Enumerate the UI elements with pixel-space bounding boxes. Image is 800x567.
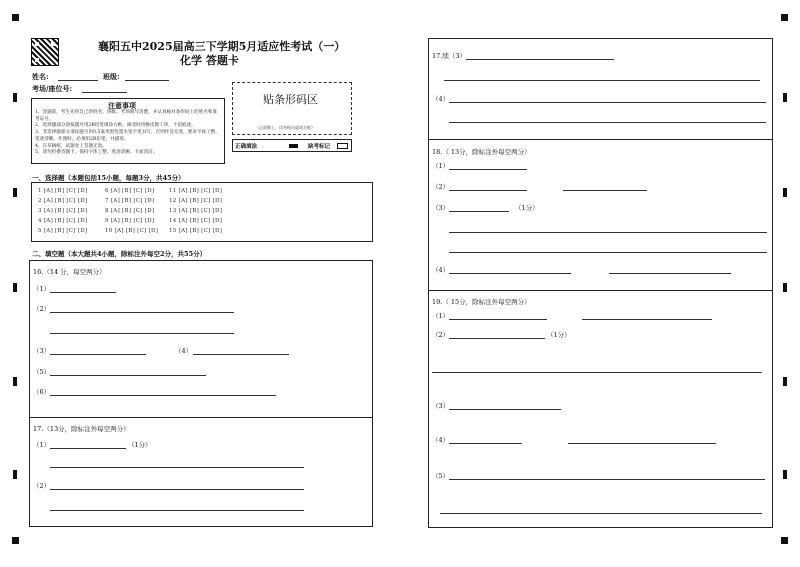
notice-item: 2、选择题部分请按题号用2B铅笔填涂方框，修改时用橡皮擦干净，不留痕迹。 [35, 123, 196, 129]
choice-row[interactable]: 8 [A] [B] [C] [D] [105, 208, 155, 214]
section2-title: 二、填空题（本大题共4小题，除标注外每空2分，共55分） [32, 250, 207, 258]
class-field[interactable] [125, 80, 169, 81]
q16-part-label: （5） [33, 368, 51, 376]
choice-row[interactable]: 7 [A] [B] [C] [D] [105, 198, 155, 204]
q18-point-note: （1分） [515, 204, 539, 212]
answer-line[interactable] [449, 190, 527, 191]
section1-title: 一、选择题（本题包括15小题，每题3分，共45分） [32, 174, 185, 182]
section-divider [428, 290, 773, 291]
absent-mark-checkbox[interactable] [337, 143, 348, 149]
qr-code [31, 38, 59, 66]
registration-mark [12, 537, 19, 544]
timing-mark [13, 188, 17, 197]
answer-line[interactable] [50, 312, 234, 313]
q18-part-label: （1） [432, 162, 450, 170]
q16-part-label: （6） [33, 388, 51, 396]
registration-mark [781, 14, 788, 21]
answer-line[interactable] [50, 448, 126, 449]
answer-line[interactable] [449, 319, 547, 320]
notice-list [35, 110, 221, 157]
answer-line[interactable] [568, 443, 716, 444]
answer-line[interactable] [449, 211, 509, 212]
answer-line[interactable] [449, 102, 766, 103]
timing-mark [13, 93, 17, 102]
correct-fill-sample [289, 144, 298, 148]
absent-mark-label: 缺考标记 [308, 144, 331, 150]
notice-item: 1、答题前，考生先将自己的姓名、班级、考场填写清楚，并认真核对条形码上的姓名和准考证号。 [35, 110, 218, 122]
q17-part-label: （4） [432, 95, 450, 103]
choice-row[interactable]: 1 [A] [B] [C] [D] [38, 188, 88, 194]
registration-mark [12, 14, 19, 21]
choice-row[interactable]: 6 [A] [B] [C] [D] [105, 188, 155, 194]
choice-row[interactable]: 5 [A] [B] [C] [D] [38, 228, 88, 234]
answer-line[interactable] [449, 169, 527, 170]
barcode-note: （正面朝上，切勿贴出虚线方框） [255, 125, 315, 130]
answer-line[interactable] [609, 273, 731, 274]
choice-row[interactable]: 11 [A] [B] [C] [D] [169, 188, 223, 194]
answer-line[interactable] [50, 333, 234, 334]
answer-line[interactable] [193, 354, 289, 355]
notice-title: 注意事项 [108, 101, 136, 110]
answer-line[interactable] [449, 273, 571, 274]
q18-header: 18.（ 13分，除标注外每空两分） [432, 148, 531, 156]
exam-title: 襄阳五中2025届高三下学期5月适应性考试（一） [98, 40, 346, 53]
answer-line[interactable] [50, 292, 116, 293]
choice-row[interactable]: 12 [A] [B] [C] [D] [169, 198, 223, 204]
choice-row[interactable]: 9 [A] [B] [C] [D] [105, 218, 155, 224]
answer-line[interactable] [449, 479, 765, 480]
timing-mark [783, 188, 787, 197]
q18-part-label: （2） [432, 183, 450, 191]
q17-part-label: （1） [33, 441, 51, 449]
registration-mark [781, 537, 788, 544]
timing-mark [13, 377, 17, 386]
q19-part-label: （1） [432, 312, 450, 320]
answer-line[interactable] [449, 252, 767, 253]
barcode-label: 贴条形码区 [263, 93, 318, 106]
timing-mark [783, 283, 787, 292]
name-label: 姓名: [32, 72, 49, 81]
answer-line[interactable] [444, 80, 760, 81]
section-divider [428, 139, 773, 140]
answer-line[interactable] [432, 372, 762, 373]
answer-line[interactable] [50, 489, 304, 490]
q17-continued-label: 17.续（3） [432, 52, 466, 60]
answer-line[interactable] [440, 513, 762, 514]
exam-subtitle: 化学 答题卡 [180, 54, 239, 67]
answer-line[interactable] [50, 395, 276, 396]
answer-line[interactable] [50, 354, 146, 355]
answer-line[interactable] [449, 232, 767, 233]
choice-row[interactable]: 3 [A] [B] [C] [D] [38, 208, 88, 214]
exam-seat-label: 考场/座位号: [32, 84, 73, 93]
choice-row[interactable]: 4 [A] [B] [C] [D] [38, 218, 88, 224]
q16-header: 16.（14 分，每空两分） [33, 268, 106, 276]
q19-part-label: （4） [432, 436, 450, 444]
choice-row[interactable]: 2 [A] [B] [C] [D] [38, 198, 88, 204]
notice-item: 3、非选择题部分请按题号用0.5毫米黑色墨水签字笔书写，否则作答无效。要求字体工整、笔迹清晰。作图时，必须用2B铅笔，并描浓。 [35, 130, 220, 142]
q16-part-label: （2） [33, 305, 51, 313]
q18-part-label: （3） [432, 204, 450, 212]
answer-line[interactable] [582, 319, 712, 320]
q16-part-label: （1） [33, 285, 51, 293]
q19-point-note: （1分） [547, 331, 571, 339]
right-panel [428, 38, 773, 528]
choice-row[interactable]: 15 [A] [B] [C] [D] [169, 228, 223, 234]
q16-part-label: （4） [175, 347, 193, 355]
answer-line[interactable] [466, 59, 614, 60]
answer-line[interactable] [50, 510, 304, 511]
timing-mark [13, 283, 17, 292]
answer-line[interactable] [449, 122, 766, 123]
answer-line[interactable] [449, 443, 522, 444]
q19-header: 19.（ 15分，除标注外每空两分） [432, 298, 531, 306]
q17-header: 17.（13分，除标注外每空两分） [33, 425, 130, 433]
class-label: 班级: [103, 72, 120, 81]
notice-item: 4、在草稿纸、试题卷上答题无效。 [35, 143, 107, 149]
timing-mark [13, 470, 17, 479]
name-field[interactable] [58, 80, 98, 81]
answer-line[interactable] [50, 375, 206, 376]
q19-part-label: （5） [432, 472, 450, 480]
barcode-area [232, 82, 352, 135]
choice-row[interactable]: 10 [A] [B] [C] [D] [105, 228, 159, 234]
exam-seat-field[interactable] [82, 92, 127, 93]
timing-mark [783, 470, 787, 479]
q19-part-label: （2） [432, 331, 450, 339]
correct-fill-label: 正确填涂 [235, 144, 258, 150]
answer-line[interactable] [563, 190, 647, 191]
notice-item: 5、请勿折叠答题卡，保持字体工整、笔迹清晰、卡面清洁。 [35, 150, 158, 156]
answer-line[interactable] [449, 338, 545, 339]
choice-row[interactable]: 14 [A] [B] [C] [D] [169, 218, 223, 224]
notice-box [31, 98, 225, 164]
choice-row[interactable]: 13 [A] [B] [C] [D] [169, 208, 223, 214]
timing-mark [783, 377, 787, 386]
q18-part-label: （4） [432, 266, 450, 274]
timing-mark [783, 93, 787, 102]
q16-part-label: （3） [33, 347, 51, 355]
answer-line[interactable] [449, 409, 561, 410]
q19-part-label: （3） [432, 402, 450, 410]
q17-point-note: （1分） [128, 441, 152, 449]
choice-box [31, 182, 373, 242]
q17-part-label: （2） [33, 482, 51, 490]
answer-line[interactable] [50, 467, 304, 468]
fill-legend [232, 139, 352, 152]
